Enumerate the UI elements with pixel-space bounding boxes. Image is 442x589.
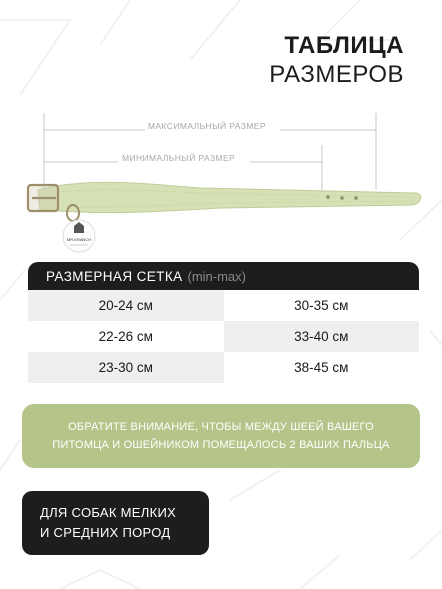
table-cell: 30-35 см: [294, 298, 349, 313]
dog-size-badge: [22, 491, 209, 555]
table-row: [28, 290, 419, 321]
size-table: [28, 290, 419, 383]
buckle: [28, 185, 58, 211]
table-row: [28, 352, 419, 383]
table-cell: 20-24 см: [28, 290, 224, 321]
title-line-2: РАЗМЕРОВ: [269, 61, 404, 88]
table-cell: 38-45 см: [294, 360, 349, 375]
tag-brand-text: MR.KRANCH: [66, 237, 92, 242]
note-line-2: ПИТОМЦА И ОШЕЙНИКОМ ПОМЕЩАЛОСЬ 2 ВАШИХ ПАЛЬЦА: [52, 439, 390, 451]
table-cell: 22-26 см: [98, 329, 153, 344]
size-table-title: РАЗМЕРНАЯ СЕТКА: [46, 268, 183, 284]
note-line-1: ОБРАТИТЕ ВНИМАНИЕ, ЧТОБЫ МЕЖДУ ШЕЕЙ ВАШЕГО: [68, 421, 374, 433]
badge-line-1: ДЛЯ СОБАК МЕЛКИХ: [40, 505, 177, 520]
size-table-header: [28, 262, 419, 290]
page-title: [269, 34, 404, 87]
title-line-1: ТАБЛИЦА: [284, 32, 404, 59]
table-row: [28, 321, 419, 352]
fit-advice-note: [22, 404, 420, 468]
min-size-label: МИНИМАЛЬНЫЙ РАЗМЕР: [122, 153, 236, 163]
badge-line-2: И СРЕДНИХ ПОРОД: [40, 525, 171, 540]
table-cell: 33-40 см: [224, 321, 420, 352]
size-table-subtitle: (min-max): [187, 268, 246, 284]
table-cell: 23-30 см: [28, 352, 224, 383]
max-size-label: МАКСИМАЛЬНЫЙ РАЗМЕР: [148, 121, 266, 131]
collar-strap: [38, 182, 421, 212]
